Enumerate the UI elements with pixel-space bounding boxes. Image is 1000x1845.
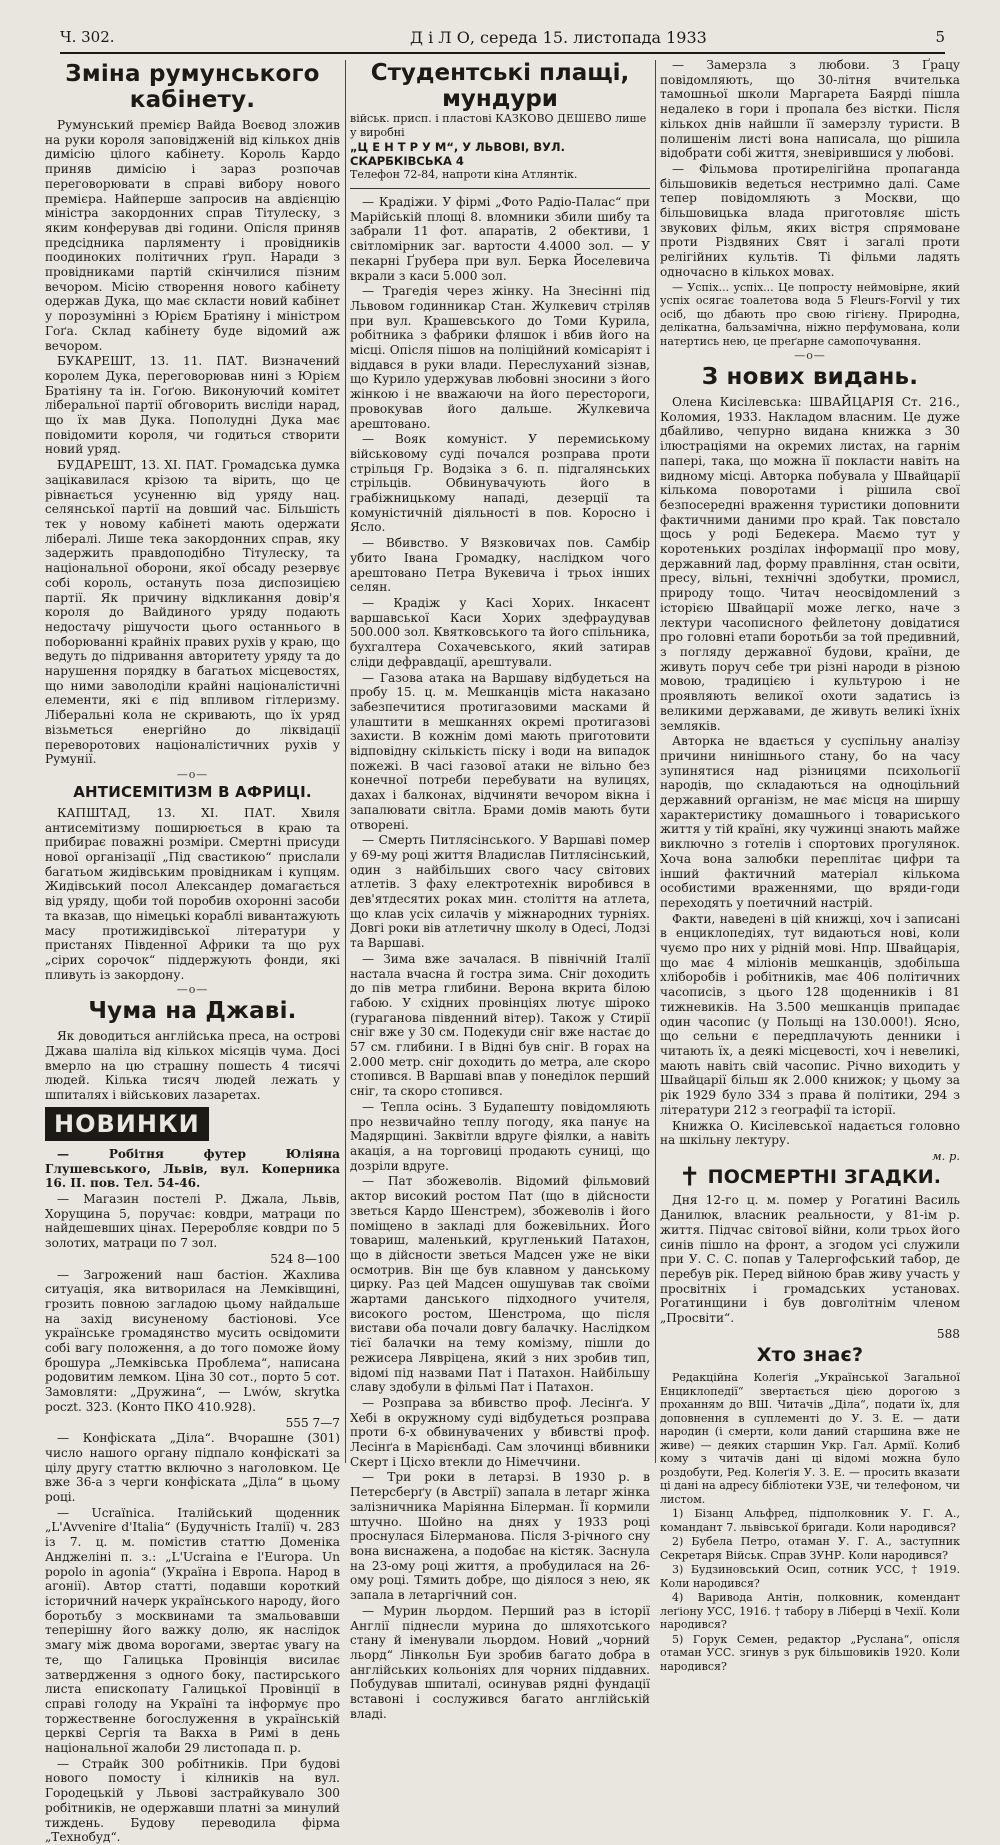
article-paragraph: КАПШТАД, 13. XI. ПАТ. Хвиля антисемітизму поширюється в краю та прибирає поважні розміри. Смертні присуди нової організації „Під свастикою“ прислали багатьом жидівським провідникам і купцям. Жидівський посол Александер домагається від уряду, щоби той поробив охоронні засоби та вказав, що німецькі кораблі вивантажують масу протижидівської літератури у пристанях Південної Африки та що рух „сірих сорочок“ піддержують фонди, які пливуть із закордону. xyxy=(45,805,340,982)
who-knows-headline: Хто знає? xyxy=(756,1344,864,1367)
ad-text: військ. присп. і пластові КАЗКОВО ДЕШЕВО лише у виробні xyxy=(350,112,647,139)
inquiry-question: 4) Варивода Антін, полковник, комендант леґіону УСС, 1916. † табору в Ліберці в Чехії. Коли народився? xyxy=(660,1591,960,1632)
ad-address: „Ц Е Н Т Р У М“, У ЛЬВОВІ, ВУЛ. СКАРБКІВСЬКА 4 xyxy=(350,140,565,168)
news-item: — Смерть Питлясінського. У Варшаві помер у 69-му році життя Владислав Питлясінський, один з найбільших свого часу світових атлетів. З фаху електротехнік виробився в дев'ятдесятих роках мин. століття на атлета, що клав усіх силачів у міжнародних турніях. Довгі роки вів атлетичну школу в Одесі, Лодзі та Варшаві. xyxy=(350,833,650,951)
news-item: — Крадіж у Касі Хорих. Інкасент варшавської Каси Хорих здефраудував 500.000 зол. Квятковського та його спільника, бухгалтера Сохачевського, який затирав сліди дефравдації, арештували. xyxy=(350,595,650,669)
news-item: — Робітня футер Юліяна Глушевського, Львів, вул. Коперника 16. II. пов. Тел. 54-46. xyxy=(45,1146,340,1191)
ad-code: 524 8—100 xyxy=(270,1251,340,1266)
review-paragraph: Факти, наведені в цій книжці, хоч і записані в енциклопедіях, тут видаються нові, коли чуємо про них у рідній мові. Нпр. Швайцарія, що має 4 міліонів мешканців, здобільша хліборобів і робітників, має 406 політичних часописів, з цього 128 щоденників і 81 тижневиків. На 3.500 мешканців припадає один часопис (у Польщі на 130.000!). Ясно, що сельни є передплачують денники і читають їх, а деякі місцевості, хоч і невеликі, мають навіть свій часопис. Річно виходить у Швайцарії більш як 2.000 книжок; у цьому за рік 1929 було 334 з права й політики, 294 з літератури 212 з географії та історії. xyxy=(660,911,960,1117)
new-publications-headline: З нових видань. xyxy=(701,364,919,391)
inquiry-question: 2) Бубела Петро, отаман У. Г. А., заступник Секретаря Військ. Справ ЗУНР. Коли народився? xyxy=(660,1535,960,1562)
antisemitism-headline: АНТИСЕМІТИЗМ В АФРИЦІ. xyxy=(73,782,312,801)
ad-title: мундури xyxy=(442,86,558,112)
news-item: — Вояк комуніст. У перемиському військовому суді почался розправа проти стрільця Гр. Водзіка з 6. п. підгалянських стрільців. Обвинувачують його в грабіжницькому нападі, дезерції та комуністичній діяльності в пов. Коросно і Ясло. xyxy=(350,432,650,535)
news-item: — Розправа за вбивство проф. Лесінґа. У Хебі в окружному суді відбудеться розправа проти 6-х обвинувачених у вбивстві проф. Лесінґа в Марієнбаді. Сам злочинці вбивники Скерт і Цісхо втекли до Німеччини. xyxy=(350,1395,650,1469)
news-item: — Газова атака на Варшаву відбудеться на пробу 15. ц. м. Мешканців міста наказано забезпечитися протигазовими масками й улаштити в мешканнях окремі протигазові захисти. В кожнім домі мають приготовити відповідну скількість піску і води на випадок пожежі. В часі газової атаки не вільно без конечної потреби перебувати на вулицях, дахах і балконах, відчиняти вечором вікна і запалювати світла. Брами домів мають бути отворені. xyxy=(350,670,650,832)
news-item: — Магазин постелі Р. Джала, Львів, Хорущина 5, поручає: ковдри, матраци по найдешевших цінах. Переробляє ковдри по 5 золотих, матраци по 7 зол. xyxy=(45,1192,340,1251)
column-right xyxy=(660,58,960,1673)
column-rule-right xyxy=(655,60,656,1463)
news-item: — Тепла осінь. З Будапешту повідомляють про незвичайно теплу погоду, яка панує на Мадярщині. Заквітли вдруге фіялки, а навіть акація, а на торговиці продають суниці, що дозріли вдруге. xyxy=(350,1099,650,1173)
obituary-paragraph: Дня 12-го ц. м. помер у Рогатині Василь Данилюк, власник реальности, у 81-ім р. життя. Підчас світової війни, коли трьох його синів пішло на фронт, а згодом усі служили при У. С. С. попав у Талергофський табор, де перебув рік. Перед війною брав живу участь у просвітніх і громадських установах. Рогатинщини і був довголітнім членом „Просвіти“. xyxy=(660,1193,960,1326)
news-item: — Три роки в летарзі. В 1930 р. в Петерсберґу (в Австрії) запала в летарг жінка залізничника Маріянна Білерман. Її кормили штучно. Шойно на днях у 1933 році проснулася Білерманова. Після 3-річного сну вона виснажена, а подобає на кістяк. Заснула на 23-ому році життя, а пробудилася на 26-ому році. Тямить добре, що діялося з нею, як запала в летаргічний сон. xyxy=(350,1470,650,1603)
inquiry-question: 3) Будзиновський Осип, сотник УСС, † 1919. Коли народився? xyxy=(660,1563,960,1590)
column-middle xyxy=(350,58,650,1721)
article-paragraph: Румунський премієр Вайда Воєвод зложив на руки короля заповідженій від кількох днів димісію цілого кабінету. Король Кардо приняв димісію і зараз розпочав переговорювати в справі вибору нового премієра. Найперше запросив на авдієнцію міністра закордонних справ Тітулеску, з яким конферував дві години. Опісля приняв предсідника парляменту і провідників поодиноких політичних ґруп. Наради з провідниками партій скінчилися пізним вечором. Місію створення нового кабінету одержав Дука, що має скласти новий кабінет у порозумінні з Юрієм Братіяну і міністром Гоґа. Склад кабінету буде відомий аж вечором. xyxy=(45,118,340,353)
review-paragraph: Олена Кисілевська: ШВАЙЦАРІЯ Ст. 216., Коломия, 1933. Накладом власним. Це дуже дбайливо, чепурно видана книжка з 30 ілюстраціями на окремих листах, на гарнім папері, така, що можна її покласти навіть на видному місці. Авторка побувала у Швайцарії кількома поворотами і рішила свої безпосередні враження туристики доповнити фактичними даними про край. Так повстало щось у роді Бедекера. Маємо тут у коротеньких розділах інформації про мову, державний лад, форму правління, стан освіти, пресу, вільні, технічні здобутки, промисл, природу тощо. Читач неосвідомлений з історією Швайцарії може легко, наче з лектури часописного фейлетону довідатися про головні етапи боротьби за той предивний, з погляду державної будови, країни, де живуть поруч себе три різні народи в різною мовою, традицією і культурою і не проявляють великої охоти задатись із великими державами, де живуть великі їхніх земляків. xyxy=(660,395,960,733)
plague-headline: Чума на Джаві. xyxy=(88,998,297,1025)
news-item: — Замерзла з любови. З Ґрацу повідомляють, що 30-літня вчителька тамошньої школи Маргарета Баярді пішла недалеко в гори і пропала без вістки. Після кількох днів найшли її замерзлу туристи. В полишенім листі вона написала, що рішила відобрати собі життя, зневірившися у любові. xyxy=(660,58,960,161)
inquiry-paragraph: Редакційна Колеґія „Української Загальної Енциклопедії“ звертається цією дорогою з проханням до ВШ. Читачів „Діла“, подати їх, для доповнення в суплементі до У. З. Е. — дати народин (і смерти, коли даний старшина вже не живе) — деяких старшин Укр. Гал. Армії. Колиб кому з читачів дані ці відомі можна було роздобути, Ред. Колеґія У. З. Е. — просить вказати ці дані на адресу бібліотеки УЗЕ, чи телефоном, чи листом. xyxy=(660,1371,960,1506)
cross-icon: ✝ xyxy=(678,1162,701,1193)
page-header xyxy=(60,22,945,54)
news-item: — Конфіската „Діла“. Вчорашне (301) число нашого органу підпало конфіскаті за цілу другу статтю включно з наголовком. Це вже 36-а з черги конфіската „Діла“ в цьому році. xyxy=(45,1431,340,1505)
inquiry-question: 1) Бізанц Альфред, підполковник У. Г. А., командант 7. львівської бригади. Коли народився? xyxy=(660,1507,960,1534)
column-left xyxy=(45,58,340,1845)
news-item: — Трагедія через жінку. На Знесінні під Львовом годинникар Стан. Жулкевич стріляв при вул. Крашевського до Томи Курила, робітника з фабрики фляшок і вбив його на місці. Опісля пішов на поліційний комісаріят і віддався в руки влади. Переслуханий зізнав, що Курило удержував любовні зносини з його жінкою і не вважаючи на його перестороги, провокував його дальше. Жулкевича арештовано. xyxy=(350,284,650,431)
obituaries-title: ПОСМЕРТНІ ЗГАДКИ. xyxy=(707,1165,942,1188)
separator: —o— xyxy=(176,767,209,781)
news-item: — Ucraïnica. Італійський щоденник „L'Avvenire d'Italia“ (Будучність Італії) ч. 283 із 7. ц. м. помістив статтю Доменіка Анджеліні п. з.: „L'Ucraina e l'Europa. Un popolo in agonia“ (Україна і Европа. Народ в агонії). Автор статті, подавши короткий історичний начерк українського народу, його боротьбу з москвинами та змальовавши теперішну його важку долю, як наслідок змагу між двома ворогами, звертає увагу на те, що Галицька Провінція висилає затвердження з одного боку, пастирського листа епископату Галицької Провінції в справі голоду на Україні та інформує про торжественне богослуження в українській церкві Сергія та Вакха в Римі в день національної жалоби 29 листопада п. р. xyxy=(45,1505,340,1756)
column-rule-left xyxy=(345,60,346,1463)
article-paragraph: БУДАРЕШТ, 13. XI. ПАТ. Громадська думка зацікавилася крізою та вірить, що це рівнається усуненню від уряду нац. селянської партії на довший час. Більшість тек у новому кабінеті мають одержати лібералі. Лише тека закордонних справ, яку задержить правдоподібно Тітулеску, та національної оборони, якої обсаду резервує собі король, остануть поза диспозицією партії. Як причину відкликання довір'я короля до Вайдиного уряду подають недостачу рішучости цього останнього в поборюванні крайніх правих рухів у краю, що ведуть до підривання авторитету уряду та до нарушення порядку в багатьох місцевостях, що ними заволоділи крайні націоналістичні елементи, які є під впливом гітлеризму. Ліберальні кола не скривають, що їх уряд візьметься енергійно до ліквідації переворотових націоналістичних рухів у Румунії. xyxy=(45,458,340,767)
review-signature: м. р. xyxy=(932,1148,960,1163)
news-item: — Страйк 300 робітників. При будові нового помосту і кілників на вул. Городецькій у Львові застрайкувало 300 робітників, не одержавши платні за минулий тиждень. Будову переводила фірма „Технобуд“. xyxy=(45,1756,340,1845)
obituaries-headline xyxy=(660,1162,960,1193)
issue-number: Ч. 302. xyxy=(60,28,115,46)
ad-code: 588 xyxy=(936,1326,960,1341)
page-number: 5 xyxy=(935,28,945,46)
separator: —o— xyxy=(794,349,826,363)
ad-code: 555 7—7 xyxy=(285,1415,340,1430)
news-item: — Пат збожеволів. Відомий фільмовий актор високий ростом Пат (що в дійсности зветься Кардо Шенстрем), збожеволів і його поміщено в закладі для божевільних. Його товариш, маленький, кругленький Патахон, що в дійсности зветься Мадсен уже не віки осмотрив. Він ще був клавном у данському цирку. Раз цей Мадсен ошушував так своїми жартами данського підходного учителя, високого ростом, Шенстрома, що після вистави оба почали довгу балачку. Наслідком тієї балачки на тему комізму, пішли до режисера Лявріцена, який з них зробив тип, відомі під назвами Пат і Патахон. Найбільшу славу здобули в фільмі Пат і Патахон. xyxy=(350,1174,650,1395)
review-paragraph: Авторка не вдається у суспільну аналізу причини нинішнього стану, бо на часу зупинятися над різницями психольогії народів, що складаються на одноцільний державний організм, не має місця на ширшу характеристику домашнього і товариського життя у тій країні, яку чужинці знають майже виключно з готелів і спортових прогулянок. Хоча вона залюбки переплітає цифри та інший фактичний матеріал кількома особистими враженнями, що вряди-годи переходять у поетичний настрій. xyxy=(660,734,960,910)
news-item: — Крадіжи. У фірмі „Фото Радіо-Палас“ при Марійській площі 8. вломники збили шибу та забрали 11 фот. апаратів, 2 обективи, 1 світломірник заг. вартости 4.4000 зол. — У пекарні Ґрубера при вул. Берка Йоселевича вкрали з каси 5.000 зол. xyxy=(350,195,650,283)
separator: —o— xyxy=(176,983,209,997)
news-item: — Мурин льордом. Перший раз в історії Англії піднесли мурина до шляхотського стану й іменували льордом. Новий „чорний льорд“ Лінкольн Буи зробив багато добра в англійських кольоніях для чорних піддавних. Побудував шпиталі, осинував рядні фундації вставоні і сослужився багато англійській владі. xyxy=(350,1603,650,1721)
clothing-advertisement xyxy=(350,58,650,189)
perfume-advertisement: — Успіх... успіх... Це попросту неймовірне, який успіх осягає тоалетова вода 5 Fleurs-Forvil у тих осіб, що дбають про свою гігієну. Природна, делікатна, бальзамічна, ніжно перфумована, коли натертись нею, це преґарне самопочування. xyxy=(660,280,960,348)
review-paragraph: Книжка О. Кисілевської надається головно на шкільну лектуру. xyxy=(660,1118,960,1148)
ad-phone: Телефон 72-84, напроти кіна Атлянтік. xyxy=(350,168,578,181)
news-item: — Зима вже зачалася. В північній Італії настала вчасна й гостра зима. Сніг доходить до пів метра глибини. Верона вкрита білою габою. У східних провінціях лютує шіроко (гураганова південний вітер). Також у Стирії сніг вже у 30 см. Подекуди сніг вже настає до 57 см. глибини. І в Відні був сніг. В горах на 2.000 метр. сніг доходить до метра, але скоро стопився. В Варшаві впав у понеділок перший сніг, та скоро стопився. xyxy=(350,951,650,1099)
ad-title: Студентські плащі, xyxy=(370,60,630,86)
news-item: — Загрожений наш бастіон. Жахлива ситуація, яка витворилася на Лемківщині, грозить повною загладою цьому найдальше на захід висуненому бастіонові. Усе українське громадянство мусить освідомити собі вагу положення, а до того поможе йому брошура „Лемківська Проблема“, написана родовитим лемком. Ціна 30 сот., порто 5 сот. Замовляти: „Дружина“, — Lwów, skrytka poczt. 323. (Конто ПКО 410.928). xyxy=(45,1267,340,1414)
article-paragraph: БУКАРЕШТ, 13. 11. ПАТ. Визначений королем Дука, переговорював нині з Юрієм Братіяну та ін. Гоґою. Виконуючий комітет ліберальної партії обговорить висліди нарад, що їх мав Дука. Пополудні Дука має повідомити короля, чи годиться створити новий уряд. xyxy=(45,354,340,457)
romanian-cabinet-headline: Зміна румунського кабінету. xyxy=(65,61,320,113)
dateline: Д і Л О, середа 15. листопада 1933 xyxy=(410,28,707,47)
news-item: — Вбивство. У Вязковичах пов. Самбір убито Івана Громадку, наслідком чого арештовано Петра Вукевича і трьох інших селян. xyxy=(350,536,650,595)
news-item: — Фільмова протирелігійна пропаганда більшовиків ведеться нестримно далі. Саме тепер повідомляють з Москви, що більшовицька влада приготовляє шість звукових фільм, яких вістря спрямоване проти Різдвяних Свят і загалі проти релігійних культів. Ті фільми ладять одночасно в кількох мовах. xyxy=(660,161,960,279)
news-section-heading: НОВИНКИ xyxy=(45,1107,209,1141)
article-paragraph: Як доводиться англійська преса, на острові Джава шаліла від кількох місяців чума. Досі вмерло на цю страшну пошесть 4 тисячі людей. Кілька тисяч людей лежать у шпиталях і військових лазаретах. xyxy=(45,1029,340,1103)
inquiry-question: 5) Горук Семен, редактор „Руслана“, опісля отаман УСС. згинув з рук більшовиків 1920. Коли народився? xyxy=(660,1632,960,1673)
